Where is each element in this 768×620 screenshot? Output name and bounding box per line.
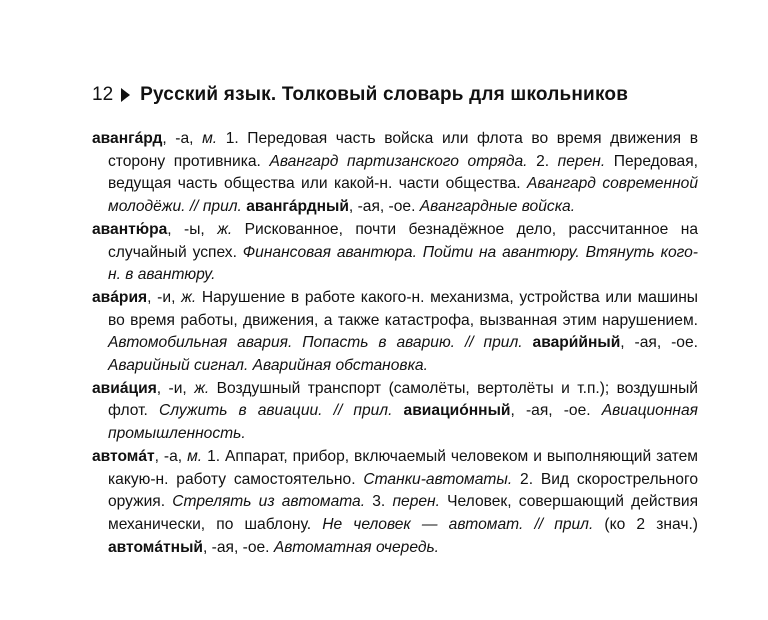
entry-example-text: ж. [181,288,197,306]
entry-derived-word: автомáтный [108,538,203,556]
entry-definition-text: 1. Передовая часть войска или флота во время движения в сторону противника. [108,130,698,170]
entry-derived-word: авангáрдный [246,198,349,216]
entry-definition-text: Человек, совершающий действия механически, по шаблону. [108,493,699,533]
entry-example-text: Авангард партизанского отряда. [269,152,528,170]
entry-example-text: м. [202,130,218,147]
entry-headword: авангáрд [92,130,163,147]
entry-example-text: Автоматная очередь. [273,538,439,556]
entry-example-text: Служить в авиации. // прил. [158,402,393,420]
dictionary-entry [92,128,698,219]
entry-definition-text: (ко 2 знач.) [593,515,698,533]
entry-example-text: ж. [217,220,233,238]
entry-example-text: перен. [557,152,606,170]
entry-definition-text: , -и, [156,379,195,397]
entry-definition-text: , -ая, -ое. [348,198,420,216]
triangle-right-icon [121,88,130,102]
entry-example-text: Авиационная промышленность. [108,402,698,443]
entry-definition-text [392,402,403,419]
entry-definition-text: 2. Вид скорострельного оружия. [108,470,698,511]
entry-definition-text: Нарушение в работе какого-н. механизма, устройства или машины во время работы, движения, а также катастрофа, вызванная этим нарушением. [108,288,699,329]
entry-example-text: Стрелять из автомата. [172,493,366,511]
dictionary-entry [92,378,698,446]
entry-example-text: Аварийный сигнал. Аварийная обстановка. [108,357,428,375]
entry-definition-text: , -а, [162,130,203,147]
entry-definition-text: , -ая, -ое. [202,538,274,556]
entry-example-text: перен. [392,493,440,511]
entry-definition-text [523,334,533,351]
entry-headword: авиáция [92,379,157,397]
entry-definition-text: , -ая, -ое. [510,402,602,420]
entry-example-text: Финансовая авантюра. Пойти на авантюру. Втянуть кого-н. в авантюру. [108,243,698,284]
entry-example-text: Авангардные войска. [419,198,576,216]
dictionary-entry [92,287,698,378]
entry-definition-text: , -ы, [167,220,218,238]
entry-definition-text: Воздушный транспорт (самолёты, вертолёты и т.п.); воздушный флот. [108,379,699,420]
page-number: 12 [92,84,114,105]
entry-headword: автомáт [92,447,155,465]
entry-definition-text: Рискованное, почти безнадёжное дело, рассчитанное на случайный успех. [108,220,699,261]
dictionary-entry [92,446,698,560]
entry-definition-text: , -и, [147,288,182,306]
entry-definition-text: 2. [527,152,558,170]
entry-derived-word: авари́йный [532,334,621,352]
entry-definition-text: , -ая, -ое. [620,334,698,352]
dictionary-entry [92,219,698,287]
entry-example-text: Автомобильная авария. Попасть в аварию. // прил. [108,334,523,352]
entry-example-text: м. [187,447,203,465]
page-header [92,78,698,112]
dictionary-page [92,78,698,559]
entry-definition-text: 1. Аппарат, прибор, включаемый человеком и выполняющий затем какую-н. работу самостоятельно. [108,447,699,488]
entry-derived-word: авиациóнный [403,402,511,420]
entry-example-text: Не человек — автомат. // прил. [322,515,594,533]
entries-list [92,128,698,559]
book-title: Русский язык. Толковый словарь для школьников [140,84,629,105]
entry-definition-text: , -а, [154,447,188,465]
entry-definition-text: Передовая, ведущая часть общества или какой-н. части общества. [108,152,698,193]
entry-headword: авáрия [92,288,148,306]
entry-definition-text: 3. [365,493,393,511]
entry-example-text: Авангард современной молодёжи. // прил. [108,175,698,216]
entry-example-text: Станки-автоматы. [363,470,513,488]
entry-example-text: ж. [194,379,210,397]
entry-headword: авантю́ра [92,220,168,238]
